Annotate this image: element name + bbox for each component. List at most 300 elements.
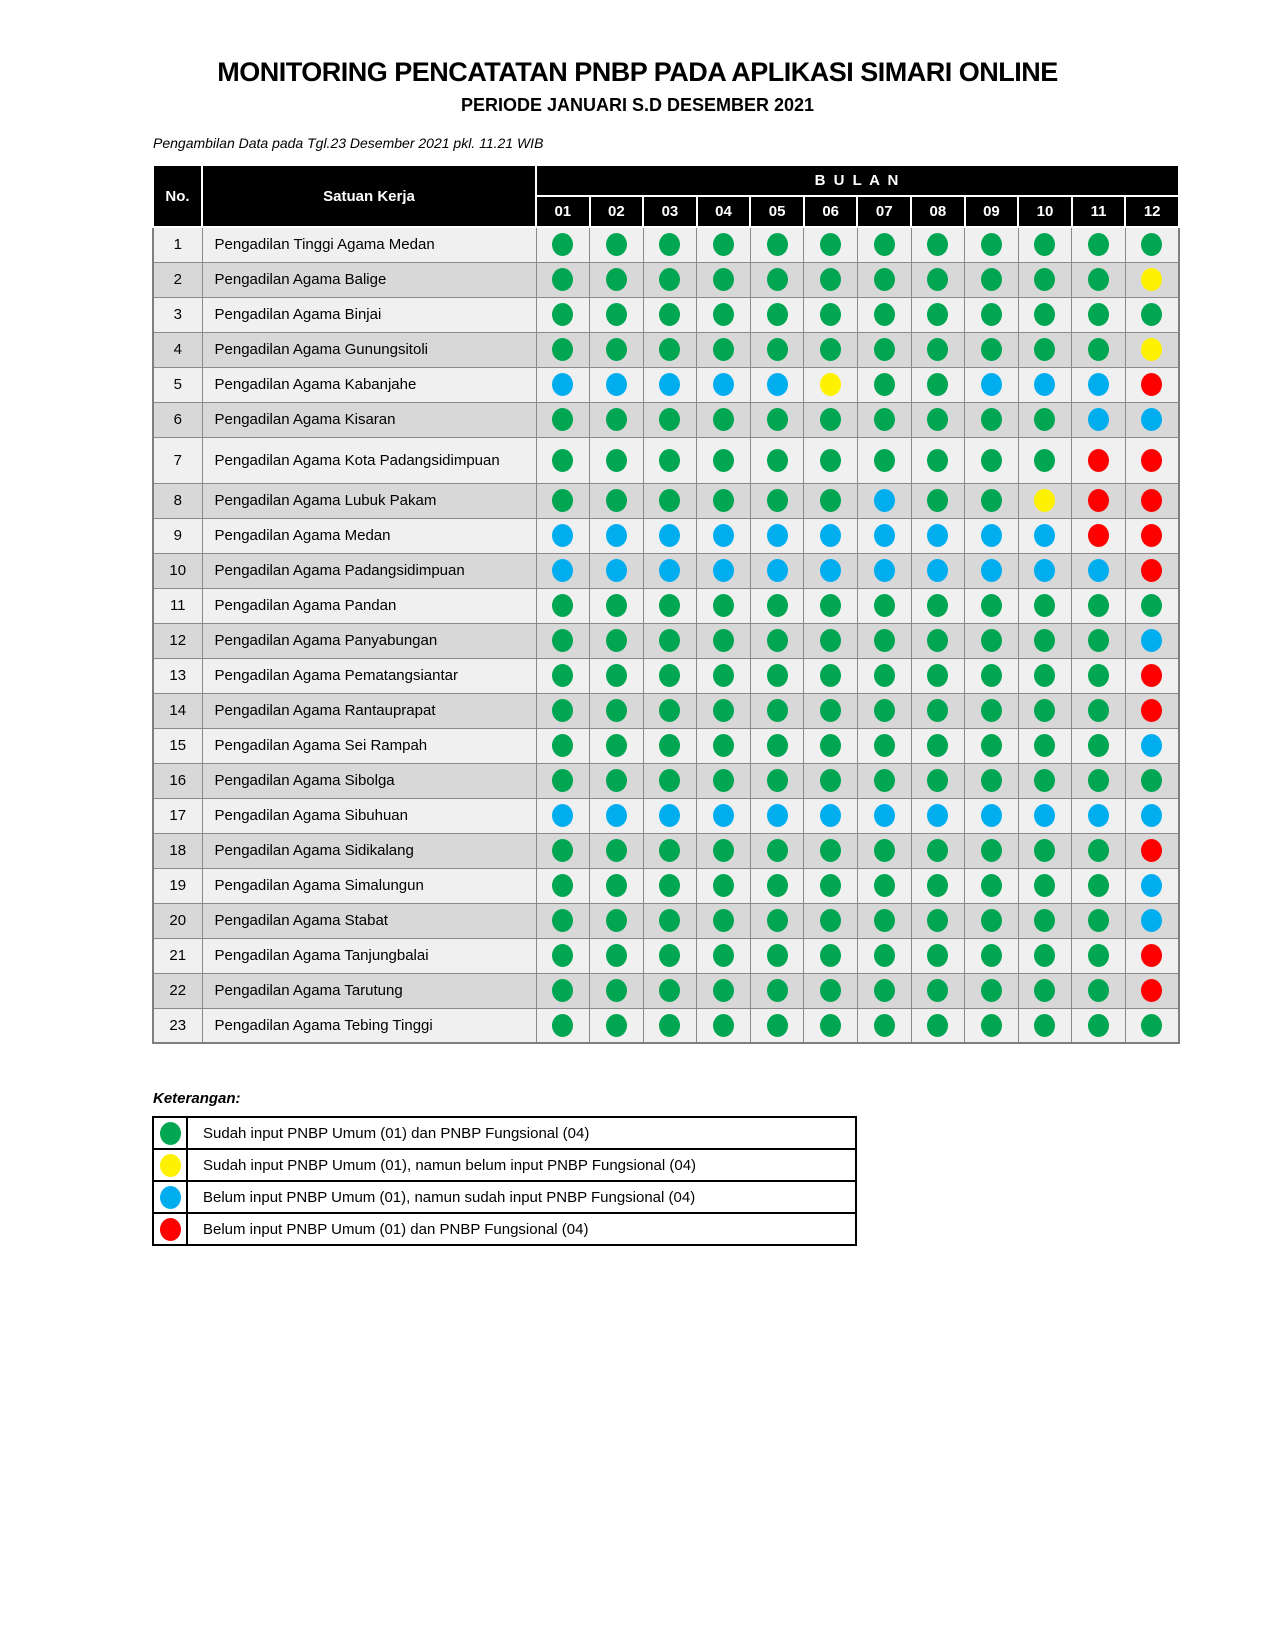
- status-dot: [927, 594, 948, 617]
- status-cell-07: [857, 402, 911, 437]
- status-cell-06: [804, 763, 858, 798]
- status-cell-08: [911, 227, 965, 262]
- status-cell-08: [911, 437, 965, 483]
- status-cell-06: [804, 332, 858, 367]
- satker-name: Pengadilan Agama Medan: [202, 518, 536, 553]
- table-row: [153, 728, 1179, 763]
- status-cell-07: [857, 553, 911, 588]
- status-dot: [927, 874, 948, 897]
- status-cell-05: [750, 763, 804, 798]
- status-cell-07: [857, 588, 911, 623]
- status-cell-11: [1072, 297, 1126, 332]
- status-dot: [1088, 769, 1109, 792]
- status-dot: [606, 594, 627, 617]
- status-cell-08: [911, 332, 965, 367]
- month-col-09: 09: [965, 196, 1019, 227]
- status-cell-03: [643, 1008, 697, 1043]
- status-cell-02: [590, 658, 644, 693]
- status-cell-06: [804, 553, 858, 588]
- status-cell-11: [1072, 437, 1126, 483]
- status-dot: [659, 1014, 680, 1037]
- status-dot: [1141, 699, 1162, 722]
- status-cell-12: [1125, 518, 1179, 553]
- status-dot: [659, 594, 680, 617]
- status-dot: [713, 699, 734, 722]
- status-cell-02: [590, 798, 644, 833]
- status-dot: [713, 559, 734, 582]
- status-dot: [981, 1014, 1002, 1037]
- status-dot: [659, 769, 680, 792]
- status-dot: [927, 769, 948, 792]
- status-cell-07: [857, 798, 911, 833]
- status-cell-10: [1018, 402, 1072, 437]
- status-dot: [927, 449, 948, 472]
- status-dot: [1141, 408, 1162, 431]
- row-number: 14: [153, 693, 202, 728]
- status-cell-01: [536, 903, 590, 938]
- monitoring-table: [152, 164, 1180, 1044]
- satker-name: Pengadilan Agama Gunungsitoli: [202, 332, 536, 367]
- status-dot: [659, 874, 680, 897]
- status-dot: [927, 839, 948, 862]
- row-number: 18: [153, 833, 202, 868]
- status-dot: [552, 699, 573, 722]
- status-cell-11: [1072, 658, 1126, 693]
- status-dot: [659, 734, 680, 757]
- status-cell-10: [1018, 903, 1072, 938]
- status-cell-09: [965, 623, 1019, 658]
- status-cell-09: [965, 437, 1019, 483]
- status-dot: [927, 734, 948, 757]
- status-dot: [1034, 303, 1055, 326]
- status-dot: [659, 629, 680, 652]
- status-cell-07: [857, 833, 911, 868]
- row-number: 13: [153, 658, 202, 693]
- table-row: [153, 553, 1179, 588]
- status-cell-03: [643, 297, 697, 332]
- satker-name: Pengadilan Agama Rantauprapat: [202, 693, 536, 728]
- status-cell-05: [750, 623, 804, 658]
- status-dot: [713, 979, 734, 1002]
- status-dot: [713, 373, 734, 396]
- status-cell-03: [643, 973, 697, 1008]
- status-cell-07: [857, 262, 911, 297]
- status-dot: [820, 804, 841, 827]
- status-cell-06: [804, 623, 858, 658]
- status-dot: [767, 449, 788, 472]
- status-dot: [659, 233, 680, 256]
- status-cell-08: [911, 483, 965, 518]
- status-dot: [606, 1014, 627, 1037]
- status-dot: [606, 944, 627, 967]
- table-row: [153, 833, 1179, 868]
- status-cell-04: [697, 833, 751, 868]
- col-header-satuan-kerja: Satuan Kerja: [202, 165, 536, 227]
- status-cell-07: [857, 483, 911, 518]
- status-cell-04: [697, 658, 751, 693]
- status-cell-05: [750, 518, 804, 553]
- status-dot: [1034, 699, 1055, 722]
- status-dot: [874, 268, 895, 291]
- satker-name: Pengadilan Agama Sidikalang: [202, 833, 536, 868]
- status-cell-03: [643, 728, 697, 763]
- status-cell-04: [697, 693, 751, 728]
- status-dot: [767, 1014, 788, 1037]
- status-dot: [606, 303, 627, 326]
- status-dot: [1034, 449, 1055, 472]
- legend-status-dot: [160, 1218, 181, 1241]
- status-cell-03: [643, 938, 697, 973]
- status-dot: [981, 944, 1002, 967]
- status-cell-09: [965, 553, 1019, 588]
- status-cell-03: [643, 367, 697, 402]
- status-dot: [552, 524, 573, 547]
- status-dot: [659, 489, 680, 512]
- status-dot: [874, 303, 895, 326]
- status-cell-08: [911, 938, 965, 973]
- status-cell-04: [697, 623, 751, 658]
- status-dot: [820, 1014, 841, 1037]
- status-dot: [1141, 979, 1162, 1002]
- status-dot: [1088, 303, 1109, 326]
- status-cell-09: [965, 728, 1019, 763]
- status-dot: [713, 1014, 734, 1037]
- status-cell-12: [1125, 763, 1179, 798]
- status-cell-07: [857, 763, 911, 798]
- status-cell-05: [750, 938, 804, 973]
- status-cell-04: [697, 973, 751, 1008]
- table-row: [153, 483, 1179, 518]
- status-cell-06: [804, 868, 858, 903]
- status-cell-06: [804, 518, 858, 553]
- row-number: 2: [153, 262, 202, 297]
- status-dot: [1141, 804, 1162, 827]
- month-col-02: 02: [590, 196, 644, 227]
- status-cell-09: [965, 973, 1019, 1008]
- month-col-12: 12: [1125, 196, 1179, 227]
- table-row: [153, 693, 1179, 728]
- status-dot: [552, 909, 573, 932]
- status-cell-04: [697, 903, 751, 938]
- status-dot: [659, 303, 680, 326]
- status-cell-09: [965, 658, 1019, 693]
- status-dot: [552, 559, 573, 582]
- satker-name: Pengadilan Agama Sibuhuan: [202, 798, 536, 833]
- table-row: [153, 262, 1179, 297]
- status-dot: [552, 979, 573, 1002]
- status-dot: [767, 909, 788, 932]
- satker-name: Pengadilan Agama Tanjungbalai: [202, 938, 536, 973]
- table-header: [153, 165, 1179, 227]
- status-dot: [820, 664, 841, 687]
- status-dot: [606, 408, 627, 431]
- status-cell-01: [536, 798, 590, 833]
- status-dot: [713, 909, 734, 932]
- status-dot: [981, 804, 1002, 827]
- status-cell-07: [857, 658, 911, 693]
- status-dot: [874, 408, 895, 431]
- status-dot: [1034, 268, 1055, 291]
- satker-name: Pengadilan Agama Pandan: [202, 588, 536, 623]
- status-dot: [874, 979, 895, 1002]
- status-dot: [1141, 524, 1162, 547]
- status-dot: [981, 303, 1002, 326]
- status-dot: [820, 734, 841, 757]
- status-cell-07: [857, 1008, 911, 1043]
- status-dot: [1141, 373, 1162, 396]
- table-row: [153, 367, 1179, 402]
- status-cell-05: [750, 227, 804, 262]
- status-dot: [1034, 524, 1055, 547]
- status-cell-06: [804, 973, 858, 1008]
- satker-name: Pengadilan Agama Sibolga: [202, 763, 536, 798]
- row-number: 22: [153, 973, 202, 1008]
- status-cell-02: [590, 1008, 644, 1043]
- status-dot: [1088, 233, 1109, 256]
- status-dot: [606, 699, 627, 722]
- status-dot: [1034, 664, 1055, 687]
- table-row: [153, 868, 1179, 903]
- status-dot: [1034, 629, 1055, 652]
- row-number: 15: [153, 728, 202, 763]
- status-cell-10: [1018, 553, 1072, 588]
- status-dot: [1088, 699, 1109, 722]
- status-dot: [659, 839, 680, 862]
- status-dot: [552, 944, 573, 967]
- status-cell-09: [965, 833, 1019, 868]
- status-dot: [981, 408, 1002, 431]
- col-header-no: No.: [153, 165, 202, 227]
- status-cell-10: [1018, 623, 1072, 658]
- status-dot: [820, 524, 841, 547]
- status-cell-01: [536, 763, 590, 798]
- status-cell-08: [911, 763, 965, 798]
- table-row: [153, 437, 1179, 483]
- status-dot: [820, 629, 841, 652]
- status-dot: [552, 1014, 573, 1037]
- status-cell-12: [1125, 973, 1179, 1008]
- status-cell-11: [1072, 623, 1126, 658]
- status-cell-03: [643, 903, 697, 938]
- status-cell-09: [965, 332, 1019, 367]
- legend-label: Belum input PNBP Umum (01) dan PNBP Fungsional (04): [187, 1213, 856, 1245]
- status-dot: [713, 303, 734, 326]
- status-dot: [552, 734, 573, 757]
- legend-swatch-cell: [153, 1149, 187, 1181]
- status-cell-02: [590, 518, 644, 553]
- status-dot: [927, 944, 948, 967]
- status-cell-09: [965, 868, 1019, 903]
- status-cell-04: [697, 868, 751, 903]
- status-dot: [767, 979, 788, 1002]
- status-cell-03: [643, 693, 697, 728]
- satker-name: Pengadilan Agama Simalungun: [202, 868, 536, 903]
- status-dot: [713, 734, 734, 757]
- status-cell-12: [1125, 297, 1179, 332]
- status-dot: [981, 524, 1002, 547]
- status-dot: [552, 804, 573, 827]
- status-cell-10: [1018, 437, 1072, 483]
- status-cell-08: [911, 798, 965, 833]
- status-dot: [552, 303, 573, 326]
- status-cell-11: [1072, 798, 1126, 833]
- status-dot: [1088, 664, 1109, 687]
- status-dot: [552, 629, 573, 652]
- satker-name: Pengadilan Agama Kota Padangsidimpuan: [202, 437, 536, 483]
- row-number: 5: [153, 367, 202, 402]
- status-dot: [552, 408, 573, 431]
- status-cell-01: [536, 367, 590, 402]
- status-cell-08: [911, 903, 965, 938]
- status-dot: [1141, 489, 1162, 512]
- status-cell-03: [643, 262, 697, 297]
- status-cell-03: [643, 553, 697, 588]
- status-cell-03: [643, 658, 697, 693]
- status-dot: [552, 664, 573, 687]
- month-col-11: 11: [1072, 196, 1126, 227]
- status-cell-05: [750, 868, 804, 903]
- status-cell-12: [1125, 693, 1179, 728]
- status-cell-09: [965, 367, 1019, 402]
- status-dot: [874, 874, 895, 897]
- status-dot: [767, 233, 788, 256]
- satker-name: Pengadilan Agama Pematangsiantar: [202, 658, 536, 693]
- status-cell-04: [697, 728, 751, 763]
- status-dot: [552, 874, 573, 897]
- status-dot: [1141, 839, 1162, 862]
- status-dot: [1141, 664, 1162, 687]
- status-cell-05: [750, 553, 804, 588]
- status-cell-10: [1018, 763, 1072, 798]
- status-dot: [1088, 524, 1109, 547]
- status-cell-09: [965, 1008, 1019, 1043]
- status-cell-09: [965, 903, 1019, 938]
- table-row: [153, 332, 1179, 367]
- status-cell-03: [643, 483, 697, 518]
- status-cell-02: [590, 402, 644, 437]
- status-dot: [606, 489, 627, 512]
- status-cell-08: [911, 588, 965, 623]
- status-cell-02: [590, 588, 644, 623]
- status-dot: [767, 944, 788, 967]
- status-dot: [874, 839, 895, 862]
- table-row: [153, 227, 1179, 262]
- status-dot: [552, 373, 573, 396]
- status-cell-01: [536, 833, 590, 868]
- status-dot: [981, 839, 1002, 862]
- status-cell-12: [1125, 367, 1179, 402]
- status-dot: [767, 804, 788, 827]
- status-dot: [927, 979, 948, 1002]
- status-cell-04: [697, 763, 751, 798]
- status-cell-01: [536, 693, 590, 728]
- status-cell-02: [590, 833, 644, 868]
- status-cell-03: [643, 332, 697, 367]
- status-dot: [713, 233, 734, 256]
- status-cell-04: [697, 483, 751, 518]
- status-cell-01: [536, 262, 590, 297]
- status-cell-07: [857, 973, 911, 1008]
- status-dot: [981, 373, 1002, 396]
- month-col-05: 05: [750, 196, 804, 227]
- status-dot: [713, 489, 734, 512]
- satker-name: Pengadilan Agama Tebing Tinggi: [202, 1008, 536, 1043]
- status-cell-01: [536, 588, 590, 623]
- status-dot: [927, 699, 948, 722]
- status-cell-08: [911, 658, 965, 693]
- status-cell-07: [857, 332, 911, 367]
- status-dot: [767, 524, 788, 547]
- status-cell-07: [857, 297, 911, 332]
- status-cell-12: [1125, 332, 1179, 367]
- status-dot: [713, 664, 734, 687]
- month-col-06: 06: [804, 196, 858, 227]
- status-dot: [713, 449, 734, 472]
- status-dot: [1088, 804, 1109, 827]
- status-dot: [820, 839, 841, 862]
- status-dot: [1034, 594, 1055, 617]
- status-dot: [606, 559, 627, 582]
- status-cell-02: [590, 763, 644, 798]
- table-row: [153, 623, 1179, 658]
- status-dot: [874, 944, 895, 967]
- status-cell-11: [1072, 763, 1126, 798]
- satker-name: Pengadilan Agama Kisaran: [202, 402, 536, 437]
- row-number: 17: [153, 798, 202, 833]
- satker-name: Pengadilan Agama Sei Rampah: [202, 728, 536, 763]
- status-dot: [1141, 874, 1162, 897]
- status-dot: [874, 338, 895, 361]
- status-cell-07: [857, 518, 911, 553]
- status-dot: [606, 839, 627, 862]
- status-cell-10: [1018, 518, 1072, 553]
- status-dot: [874, 909, 895, 932]
- status-cell-12: [1125, 798, 1179, 833]
- status-dot: [820, 268, 841, 291]
- status-dot: [874, 699, 895, 722]
- status-dot: [1034, 769, 1055, 792]
- status-dot: [981, 769, 1002, 792]
- month-col-07: 07: [857, 196, 911, 227]
- status-cell-10: [1018, 658, 1072, 693]
- status-dot: [874, 233, 895, 256]
- status-cell-08: [911, 833, 965, 868]
- status-cell-04: [697, 297, 751, 332]
- status-cell-01: [536, 938, 590, 973]
- status-cell-08: [911, 262, 965, 297]
- status-cell-03: [643, 402, 697, 437]
- status-cell-09: [965, 483, 1019, 518]
- status-dot: [767, 338, 788, 361]
- row-number: 20: [153, 903, 202, 938]
- status-cell-04: [697, 227, 751, 262]
- status-cell-05: [750, 658, 804, 693]
- status-dot: [927, 303, 948, 326]
- status-cell-07: [857, 693, 911, 728]
- status-dot: [1088, 408, 1109, 431]
- table-row: [153, 1008, 1179, 1043]
- status-dot: [981, 233, 1002, 256]
- status-cell-08: [911, 973, 965, 1008]
- status-dot: [713, 804, 734, 827]
- status-dot: [1141, 594, 1162, 617]
- status-cell-08: [911, 518, 965, 553]
- satker-name: Pengadilan Agama Panyabungan: [202, 623, 536, 658]
- status-cell-02: [590, 297, 644, 332]
- month-col-01: 01: [536, 196, 590, 227]
- status-dot: [874, 629, 895, 652]
- status-dot: [659, 979, 680, 1002]
